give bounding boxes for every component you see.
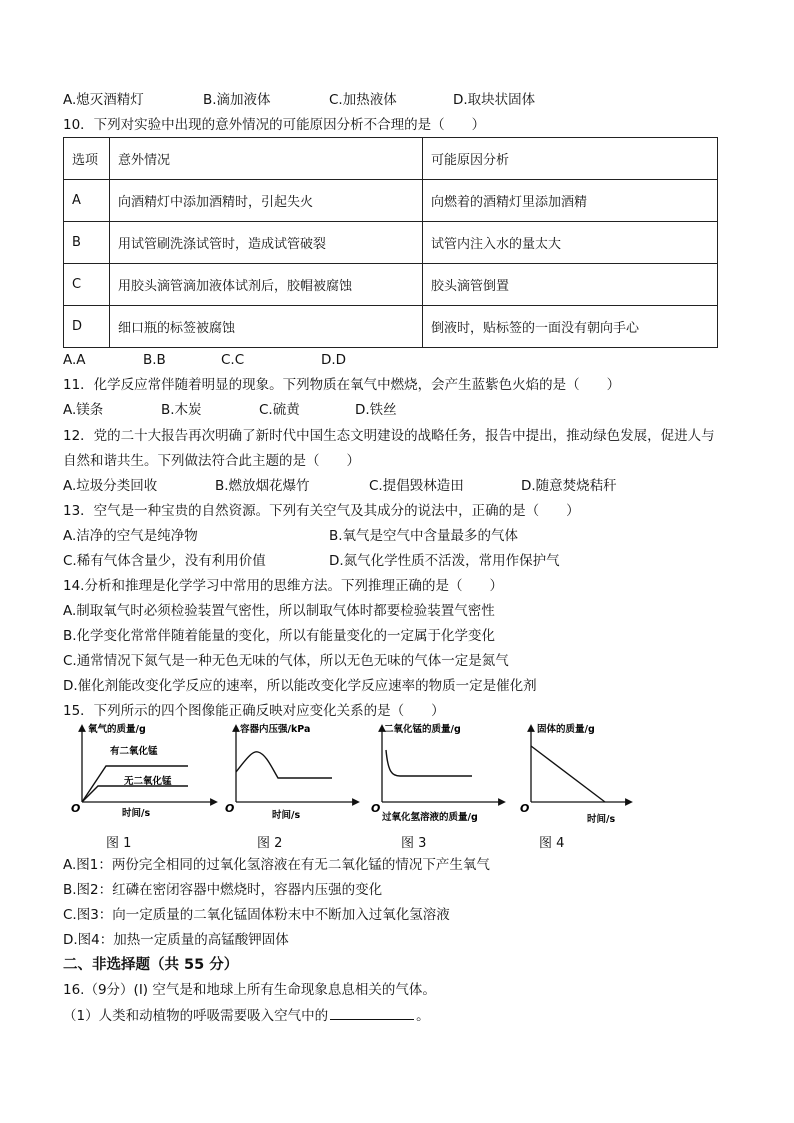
curve-label-with-catalyst: 有二氧化锰 bbox=[110, 746, 158, 757]
q15-option-a: A.图1：两份完全相同的过氧化氢溶液在有无二氧化锰的情况下产生氧气 bbox=[63, 857, 490, 873]
q12-option-d: D.随意焚烧秸秆 bbox=[521, 478, 617, 494]
q9-option-a: A.熄灭酒精灯 bbox=[63, 92, 144, 108]
row-option: D bbox=[64, 306, 110, 348]
q10-stem: 10．下列对实验中出现的意外情况的可能原因分析不合理的是（ ） bbox=[63, 117, 486, 133]
table-row bbox=[64, 180, 718, 222]
q13-option-c: C.稀有气体含量少，没有利用价值 bbox=[63, 553, 266, 569]
q13-option-b: B.氧气是空气中含量最多的气体 bbox=[329, 528, 519, 544]
q9-option-b: B.滴加液体 bbox=[203, 92, 271, 108]
row-option: C bbox=[64, 264, 110, 306]
row-cause: 倒液时，贴标签的一面没有朝向手心 bbox=[423, 306, 718, 348]
graph-1-caption: 图 1 bbox=[106, 836, 132, 851]
q11-option-c: C.硫黄 bbox=[259, 402, 300, 418]
q10-table bbox=[63, 137, 718, 348]
mno2-curve bbox=[386, 750, 472, 776]
q9-option-c: C.加热液体 bbox=[329, 92, 397, 108]
row-option: B bbox=[64, 222, 110, 264]
y-axis-label: 二氧化锰的质量/g bbox=[384, 724, 461, 735]
curve-label-without-catalyst: 无二氧化锰 bbox=[124, 776, 172, 787]
table-header-row bbox=[64, 138, 718, 180]
graph-4-caption: 图 4 bbox=[539, 836, 565, 851]
y-axis-label: 容器内压强/kPa bbox=[240, 724, 311, 735]
q14-option-d: D.催化剂能改变化学反应的速率，所以能改变化学反应速率的物质一定是催化剂 bbox=[63, 678, 537, 694]
q10-option-b: B.B bbox=[143, 352, 166, 368]
row-cause: 向燃着的酒精灯里添加酒精 bbox=[423, 180, 718, 222]
q13-stem: 13．空气是一种宝贵的自然资源。下列有关空气及其成分的说法中，正确的是（ ） bbox=[63, 503, 580, 519]
header-situation: 意外情况 bbox=[110, 138, 423, 180]
q15-graph-1 bbox=[68, 722, 218, 826]
q14-stem: 14.分析和推理是化学学习中常用的思维方法。下列推理正确的是（ ） bbox=[63, 578, 503, 594]
x-axis-label: 时间/s bbox=[272, 810, 301, 821]
q15-graph-2 bbox=[222, 722, 362, 826]
row-situation: 用试管刷洗涤试管时，造成试管破裂 bbox=[110, 222, 423, 264]
q14-option-a: A.制取氧气时必须检验装置气密性，所以制取气体时都要检验装置气密性 bbox=[63, 603, 495, 619]
curve-without-catalyst bbox=[82, 786, 188, 802]
row-cause: 试管内注入水的量太大 bbox=[423, 222, 718, 264]
q12-option-c: C.提倡毁林造田 bbox=[369, 478, 464, 494]
q14-option-b: B.化学变化常常伴随着能量的变化，所以有能量变化的一定属于化学变化 bbox=[63, 628, 496, 644]
origin-label: O bbox=[371, 802, 381, 815]
q15-stem: 15．下列所示的四个图像能正确反映对应变化关系的是（ ） bbox=[63, 703, 445, 719]
q15-option-b: B.图2：红磷在密闭容器中燃烧时，容器内压强的变化 bbox=[63, 882, 383, 898]
q16-part1-text: （1）人类和动植物的呼吸需要吸入空气中的 bbox=[63, 1008, 329, 1024]
q12-stem-line2: 自然和谐共生。下列做法符合此主题的是（ ） bbox=[63, 453, 360, 469]
y-axis-label: 氧气的质量/g bbox=[88, 724, 146, 735]
q15-option-c: C.图3：向一定质量的二氧化锰固体粉末中不断加入过氧化氢溶液 bbox=[63, 907, 450, 923]
x-axis-label: 时间/s bbox=[122, 808, 151, 819]
q16-part1 bbox=[63, 1006, 430, 1025]
y-axis-label: 固体的质量/g bbox=[537, 724, 595, 735]
q16-part1-end: 。 bbox=[416, 1008, 430, 1024]
q10-option-d: D.D bbox=[321, 352, 347, 368]
row-cause: 胶头滴管倒置 bbox=[423, 264, 718, 306]
q15-option-d: D.图4：加热一定质量的高锰酸钾固体 bbox=[63, 932, 289, 948]
q11-option-d: D.铁丝 bbox=[355, 402, 397, 418]
graph-3-caption: 图 3 bbox=[401, 836, 427, 851]
x-axis-label: 时间/s bbox=[587, 814, 616, 825]
section-heading: 二、非选择题（共 55 分） bbox=[63, 957, 239, 973]
table-row bbox=[64, 222, 718, 264]
q13-option-d: D.氮气化学性质不活泼，常用作保护气 bbox=[329, 553, 560, 569]
row-situation: 细口瓶的标签被腐蚀 bbox=[110, 306, 423, 348]
q16-intro: 16.（9分）(Ⅰ) 空气是和地球上所有生命现象息息相关的气体。 bbox=[63, 982, 436, 998]
q14-option-c: C.通常情况下氮气是一种无色无味的气体，所以无色无味的气体一定是氮气 bbox=[63, 653, 509, 669]
q15-graph-4 bbox=[517, 722, 637, 826]
q11-option-b: B.木炭 bbox=[161, 402, 202, 418]
q11-stem: 11．化学反应常伴随着明显的现象。下列物质在氧气中燃烧，会产生蓝紫色火焰的是（ ） bbox=[63, 377, 621, 393]
q12-option-b: B.燃放烟花爆竹 bbox=[215, 478, 310, 494]
q10-option-a: A.A bbox=[63, 352, 86, 368]
q11-option-a: A.镁条 bbox=[63, 402, 104, 418]
q15-graph-3 bbox=[368, 722, 508, 826]
row-option: A bbox=[64, 180, 110, 222]
origin-label: O bbox=[71, 802, 81, 815]
q12-stem-line1: 12．党的二十大报告再次明确了新时代中国生态文明建设的战略任务，报告中提出，推动绿色发展，促进人与 bbox=[63, 428, 715, 444]
table-row bbox=[64, 306, 718, 348]
q10-option-c: C.C bbox=[221, 352, 245, 368]
row-situation: 用胶头滴管滴加液体试剂后，胶帽被腐蚀 bbox=[110, 264, 423, 306]
pressure-curve bbox=[236, 752, 332, 778]
header-option: 选项 bbox=[64, 138, 110, 180]
q12-option-a: A.垃圾分类回收 bbox=[63, 478, 158, 494]
header-cause: 可能原因分析 bbox=[423, 138, 718, 180]
x-axis-label: 过氧化氢溶液的质量/g bbox=[382, 812, 478, 823]
solid-mass-line bbox=[531, 746, 605, 802]
row-situation: 向酒精灯中添加酒精时，引起失火 bbox=[110, 180, 423, 222]
graph-2-caption: 图 2 bbox=[257, 836, 283, 851]
q9-option-d: D.取块状固体 bbox=[453, 92, 536, 108]
q13-option-a: A.洁净的空气是纯净物 bbox=[63, 528, 198, 544]
q16-answer-blank[interactable] bbox=[330, 1006, 414, 1020]
origin-label: O bbox=[520, 802, 530, 815]
origin-label: O bbox=[225, 802, 235, 815]
table-row bbox=[64, 264, 718, 306]
